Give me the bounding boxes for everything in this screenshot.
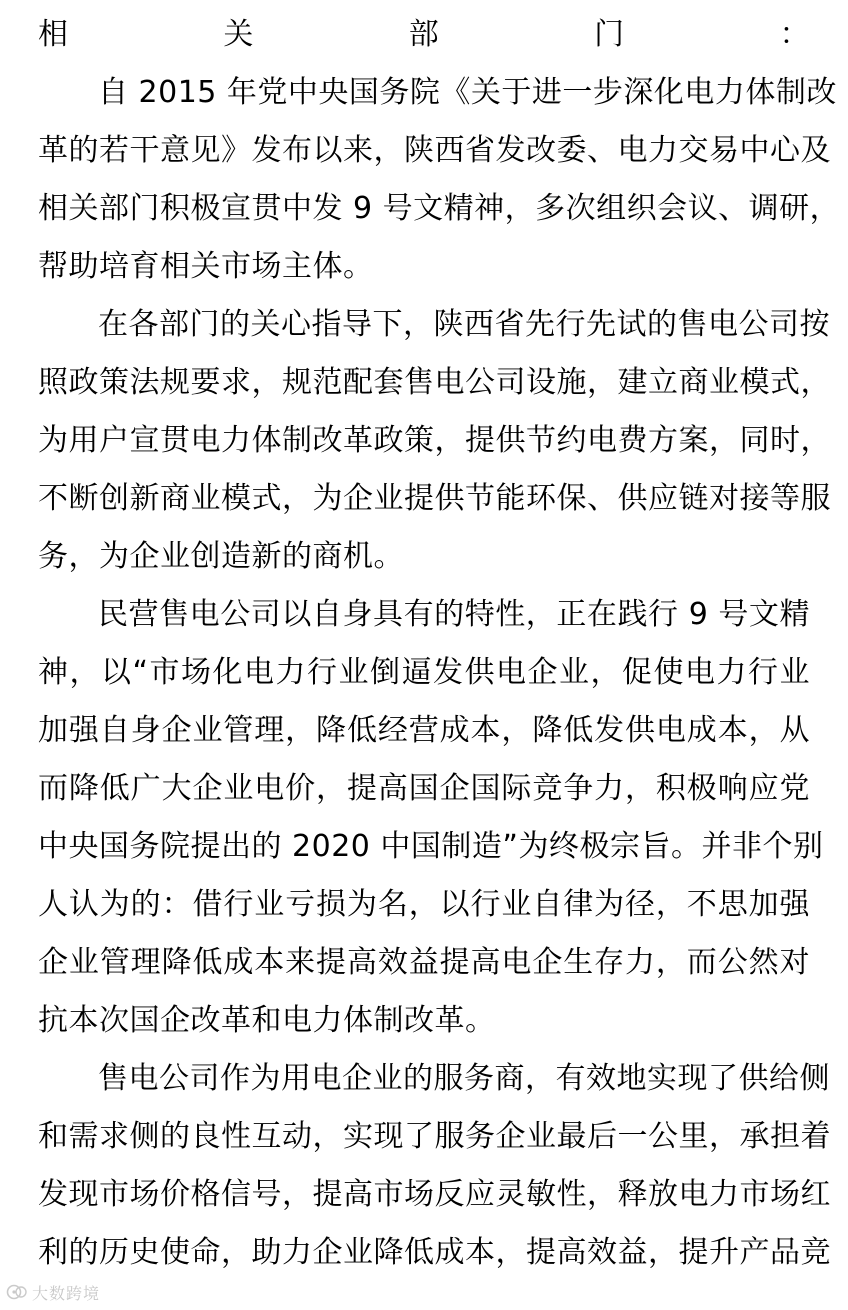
watermark: [6, 1280, 100, 1304]
paragraph-3-line-5: 中央国务院提出的 2020 中国制造”为终极宗旨。并非个别: [38, 829, 824, 864]
salutation: 相关部门：: [38, 17, 810, 52]
paragraph-1-line-1: 自 2015 年党中央国务院《关于进一步深化电力体制改: [98, 75, 837, 110]
paragraph-4-line-2: 和需求侧的良性互动，实现了服务企业最后一公里，承担着: [38, 1119, 831, 1154]
paragraph-3-line-1: 民营售电公司以自身具有的特性，正在践行 9 号文精: [98, 597, 810, 632]
paragraph-1-line-3: 相关部门积极宣贯中发 9 号文精神，多次组织会议、调研，: [38, 191, 841, 226]
paragraph-3-line-7: 企业管理降低成本来提高效益提高电企生存力，而公然对: [38, 945, 810, 980]
paragraph-3-line-4: 而降低广大企业电价，提高国企国际竞争力，积极响应党: [38, 771, 810, 806]
watermark-logo-icon: [6, 1283, 28, 1301]
paragraph-3-line-3: 加强自身企业管理，降低经营成本，降低发供电成本，从: [38, 713, 810, 748]
paragraph-4-line-3: 发现市场价格信号，提高市场反应灵敏性，释放电力市场红: [38, 1177, 831, 1212]
paragraph-4-line-1: 售电公司作为用电企业的服务商，有效地实现了供给侧: [98, 1061, 830, 1096]
paragraph-2-line-3: 为用户宣贯电力体制改革政策，提供节约电费方案，同时，: [38, 423, 831, 458]
paragraph-2-line-1: 在各部门的关心指导下，陕西省先行先试的售电公司按: [98, 307, 830, 342]
paragraph-3-line-6: 人认为的：借行业亏损为名，以行业自律为径，不思加强: [38, 887, 810, 922]
paragraph-1-line-2: 革的若干意见》发布以来，陕西省发改委、电力交易中心及: [38, 133, 831, 168]
paragraph-4-line-4: 利的历史使命，助力企业降低成本，提高效益，提升产品竞: [38, 1235, 831, 1270]
paragraph-2-line-5: 务，为企业创造新的商机。: [38, 539, 404, 574]
paragraph-2-line-2: 照政策法规要求，规范配套售电公司设施，建立商业模式，: [38, 365, 831, 400]
paragraph-3-line-8: 抗本次国企改革和电力体制改革。: [38, 1003, 496, 1038]
paragraph-1-line-4: 帮助培育相关市场主体。: [38, 249, 374, 284]
paragraph-2-line-4: 不断创新商业模式，为企业提供节能环保、供应链对接等服: [38, 481, 831, 516]
watermark-text: 大数跨境: [32, 1283, 101, 1303]
paragraph-3-line-2: 神，以“市场化电力行业倒逼发供电企业，促使电力行业: [38, 655, 810, 690]
